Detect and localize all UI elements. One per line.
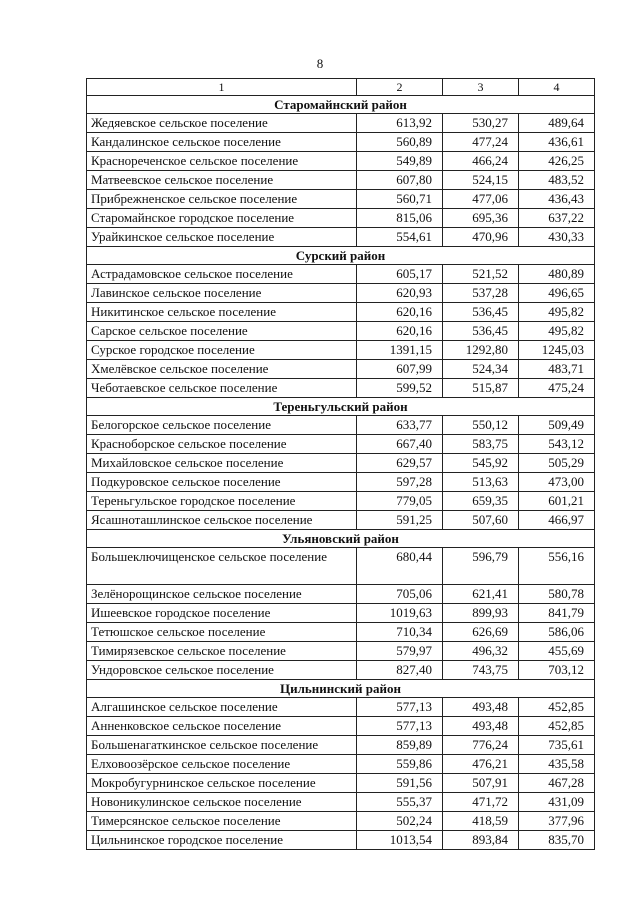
value-col-4: 431,09 [519, 793, 595, 812]
value-col-4: 495,82 [519, 303, 595, 322]
table-row [87, 341, 595, 360]
district-name: Цильнинский район [87, 680, 595, 698]
page-number: 8 [316, 56, 324, 71]
value-col-3: 893,84 [443, 831, 519, 850]
value-col-4: 436,61 [519, 133, 595, 152]
value-col-2: 607,99 [357, 360, 443, 379]
value-col-3: 530,27 [443, 114, 519, 133]
value-col-3: 513,63 [443, 473, 519, 492]
table-row [87, 322, 595, 341]
value-col-3: 695,36 [443, 209, 519, 228]
value-col-3: 1292,80 [443, 341, 519, 360]
value-col-2: 549,89 [357, 152, 443, 171]
value-col-4: 637,22 [519, 209, 595, 228]
table-row [87, 831, 595, 850]
table-row [87, 585, 595, 604]
value-col-2: 620,16 [357, 303, 443, 322]
district-header-row [87, 96, 595, 114]
table-row [87, 642, 595, 661]
value-col-4: 473,00 [519, 473, 595, 492]
table-row [87, 152, 595, 171]
table-row [87, 812, 595, 831]
settlement-name: Тимирязевское сельское поселение [87, 642, 357, 661]
settlement-name: Сурское городское поселение [87, 341, 357, 360]
table-row [87, 774, 595, 793]
table-row [87, 604, 595, 623]
settlement-name: Лавинское сельское поселение [87, 284, 357, 303]
settlement-name: Тимерсянское сельское поселение [87, 812, 357, 831]
value-col-4: 580,78 [519, 585, 595, 604]
value-col-3: 536,45 [443, 322, 519, 341]
value-col-4: 480,89 [519, 265, 595, 284]
value-col-4: 495,82 [519, 322, 595, 341]
value-col-3: 545,92 [443, 454, 519, 473]
settlement-name: Мокробугурнинское сельское поселение [87, 774, 357, 793]
value-col-4: 735,61 [519, 736, 595, 755]
table-row [87, 435, 595, 454]
district-name: Тереньгульский район [87, 398, 595, 416]
value-col-2: 577,13 [357, 698, 443, 717]
settlement-name: Урайкинское сельское поселение [87, 228, 357, 247]
table-row [87, 114, 595, 133]
value-col-2: 1013,54 [357, 831, 443, 850]
district-name: Ульяновский район [87, 530, 595, 548]
value-col-3: 496,32 [443, 642, 519, 661]
settlement-name: Тетюшское сельское поселение [87, 623, 357, 642]
value-col-3: 743,75 [443, 661, 519, 680]
value-col-3: 536,45 [443, 303, 519, 322]
value-col-2: 815,06 [357, 209, 443, 228]
column-header-2: 2 [357, 79, 443, 96]
table-row [87, 698, 595, 717]
table-body [87, 96, 595, 850]
value-col-3: 471,72 [443, 793, 519, 812]
settlement-name: Цильнинское городское поселение [87, 831, 357, 850]
settlement-name: Елховоозёрское сельское поселение [87, 755, 357, 774]
value-col-3: 596,79 [443, 548, 519, 585]
table-row [87, 511, 595, 530]
value-col-3: 899,93 [443, 604, 519, 623]
table-row [87, 303, 595, 322]
value-col-2: 599,52 [357, 379, 443, 398]
value-col-2: 859,89 [357, 736, 443, 755]
value-col-2: 613,92 [357, 114, 443, 133]
column-header-1: 1 [87, 79, 357, 96]
value-col-3: 626,69 [443, 623, 519, 642]
settlement-name: Ишеевское городское поселение [87, 604, 357, 623]
value-col-2: 607,80 [357, 171, 443, 190]
settlement-name: Алгашинское сельское поселение [87, 698, 357, 717]
value-col-2: 559,86 [357, 755, 443, 774]
value-col-4: 435,58 [519, 755, 595, 774]
value-col-4: 466,97 [519, 511, 595, 530]
value-col-3: 477,06 [443, 190, 519, 209]
value-col-3: 524,15 [443, 171, 519, 190]
column-header-4: 4 [519, 79, 595, 96]
settlement-name: Тереньгульское городское поселение [87, 492, 357, 511]
value-col-2: 555,37 [357, 793, 443, 812]
settlement-name: Краснореченское сельское поселение [87, 152, 357, 171]
value-col-3: 476,21 [443, 755, 519, 774]
settlement-name: Хмелёвское сельское поселение [87, 360, 357, 379]
settlement-name: Сарское сельское поселение [87, 322, 357, 341]
settlement-name: Белогорское сельское поселение [87, 416, 357, 435]
value-col-4: 467,28 [519, 774, 595, 793]
value-col-3: 477,24 [443, 133, 519, 152]
settlement-name: Кандалинское сельское поселение [87, 133, 357, 152]
settlement-name: Чеботаевское сельское поселение [87, 379, 357, 398]
value-col-4: 452,85 [519, 698, 595, 717]
value-col-4: 426,25 [519, 152, 595, 171]
district-header-row [87, 247, 595, 265]
value-col-3: 621,41 [443, 585, 519, 604]
value-col-3: 493,48 [443, 698, 519, 717]
value-col-3: 583,75 [443, 435, 519, 454]
value-col-2: 579,97 [357, 642, 443, 661]
value-col-2: 597,28 [357, 473, 443, 492]
settlement-name: Большенагаткинское сельское поселение [87, 736, 357, 755]
table-row [87, 228, 595, 247]
value-col-4: 483,52 [519, 171, 595, 190]
value-col-2: 779,05 [357, 492, 443, 511]
table-row [87, 661, 595, 680]
value-col-4: 841,79 [519, 604, 595, 623]
table-row [87, 755, 595, 774]
value-col-3: 466,24 [443, 152, 519, 171]
value-col-2: 1391,15 [357, 341, 443, 360]
value-col-4: 601,21 [519, 492, 595, 511]
value-col-4: 496,65 [519, 284, 595, 303]
district-name: Старомайнский район [87, 96, 595, 114]
settlement-name: Жедяевское сельское поселение [87, 114, 357, 133]
value-col-3: 550,12 [443, 416, 519, 435]
value-col-4: 543,12 [519, 435, 595, 454]
district-header-row [87, 680, 595, 698]
table-row [87, 133, 595, 152]
settlement-name: Михайловское сельское поселение [87, 454, 357, 473]
value-col-3: 659,35 [443, 492, 519, 511]
value-col-2: 502,24 [357, 812, 443, 831]
settlement-name: Прибрежненское сельское поселение [87, 190, 357, 209]
value-col-3: 493,48 [443, 717, 519, 736]
table-row [87, 548, 595, 585]
table-row [87, 360, 595, 379]
district-header-row [87, 530, 595, 548]
table-row [87, 793, 595, 812]
value-col-2: 705,06 [357, 585, 443, 604]
table-row [87, 209, 595, 228]
settlement-name: Новоникулинское сельское поселение [87, 793, 357, 812]
settlement-name: Никитинское сельское поселение [87, 303, 357, 322]
value-col-2: 620,16 [357, 322, 443, 341]
value-col-3: 418,59 [443, 812, 519, 831]
value-col-2: 554,61 [357, 228, 443, 247]
table-row [87, 717, 595, 736]
settlement-name: Ясашноташлинское сельское поселение [87, 511, 357, 530]
settlement-name: Матвеевское сельское поселение [87, 171, 357, 190]
table-row [87, 171, 595, 190]
value-col-2: 667,40 [357, 435, 443, 454]
value-col-2: 620,93 [357, 284, 443, 303]
value-col-4: 455,69 [519, 642, 595, 661]
value-col-4: 509,49 [519, 416, 595, 435]
table-row [87, 190, 595, 209]
table-row [87, 492, 595, 511]
district-name: Сурский район [87, 247, 595, 265]
table-row [87, 265, 595, 284]
settlement-name: Астрадамовское сельское поселение [87, 265, 357, 284]
value-col-2: 591,56 [357, 774, 443, 793]
district-header-row [87, 398, 595, 416]
value-col-2: 827,40 [357, 661, 443, 680]
value-col-2: 577,13 [357, 717, 443, 736]
value-col-2: 605,17 [357, 265, 443, 284]
value-col-3: 515,87 [443, 379, 519, 398]
value-col-2: 591,25 [357, 511, 443, 530]
value-col-4: 586,06 [519, 623, 595, 642]
table-row [87, 284, 595, 303]
settlement-name: Красноборское сельское поселение [87, 435, 357, 454]
value-col-3: 524,34 [443, 360, 519, 379]
table-row [87, 623, 595, 642]
value-col-4: 489,64 [519, 114, 595, 133]
value-col-3: 521,52 [443, 265, 519, 284]
settlement-name: Большеключищенское сельское поселение [87, 548, 357, 585]
table-row [87, 379, 595, 398]
value-col-2: 629,57 [357, 454, 443, 473]
value-col-4: 483,71 [519, 360, 595, 379]
value-col-4: 377,96 [519, 812, 595, 831]
value-col-2: 1019,63 [357, 604, 443, 623]
value-col-3: 507,91 [443, 774, 519, 793]
table-row [87, 473, 595, 492]
value-col-2: 560,71 [357, 190, 443, 209]
value-col-4: 703,12 [519, 661, 595, 680]
value-col-3: 507,60 [443, 511, 519, 530]
value-col-2: 633,77 [357, 416, 443, 435]
settlement-name: Ундоровское сельское поселение [87, 661, 357, 680]
value-col-3: 470,96 [443, 228, 519, 247]
value-col-3: 537,28 [443, 284, 519, 303]
settlement-name: Старомайнское городское поселение [87, 209, 357, 228]
settlement-name: Подкуровское сельское поселение [87, 473, 357, 492]
column-header-3: 3 [443, 79, 519, 96]
value-col-4: 475,24 [519, 379, 595, 398]
value-col-4: 430,33 [519, 228, 595, 247]
value-col-2: 710,34 [357, 623, 443, 642]
tariff-table [86, 78, 595, 850]
value-col-3: 776,24 [443, 736, 519, 755]
settlement-name: Зелёнорощинское сельское поселение [87, 585, 357, 604]
column-header-row [87, 79, 595, 96]
table-row [87, 736, 595, 755]
settlement-name: Анненковское сельское поселение [87, 717, 357, 736]
value-col-2: 560,89 [357, 133, 443, 152]
table-row [87, 416, 595, 435]
value-col-4: 835,70 [519, 831, 595, 850]
value-col-4: 505,29 [519, 454, 595, 473]
table-row [87, 454, 595, 473]
value-col-4: 1245,03 [519, 341, 595, 360]
value-col-4: 436,43 [519, 190, 595, 209]
value-col-2: 680,44 [357, 548, 443, 585]
value-col-4: 452,85 [519, 717, 595, 736]
value-col-4: 556,16 [519, 548, 595, 585]
